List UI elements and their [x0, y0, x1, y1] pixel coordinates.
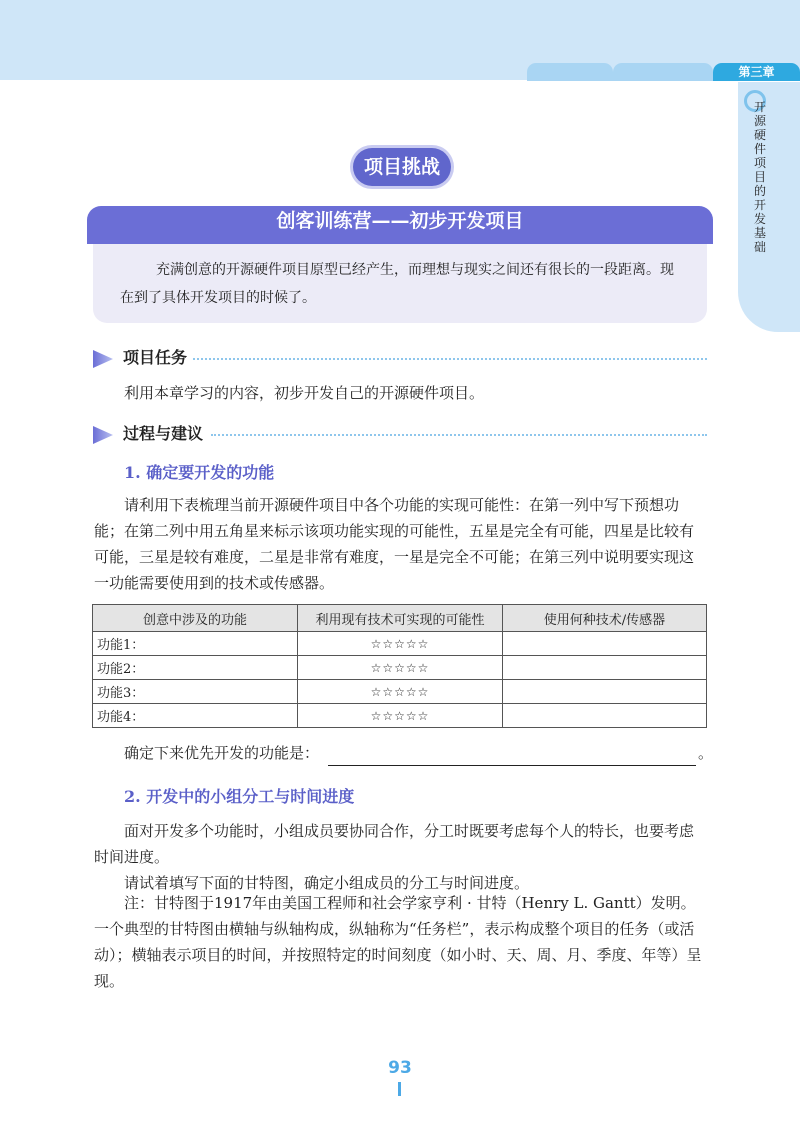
table-header: 使用何种技术/传感器 [503, 605, 707, 632]
priority-end: 。 [698, 744, 714, 762]
step2-paragraph: 请试着填写下面的甘特图，确定小组成员的分工与时间进度。 [124, 874, 530, 892]
priority-label: 确定下来优先开发的功能是： [124, 744, 320, 762]
section-title: 项目任务 [123, 346, 191, 370]
section-arrow-icon [93, 350, 113, 368]
chapter-tab-blank-2 [613, 63, 713, 81]
chapter-tab-current: 第三章 [713, 63, 800, 81]
step1-text: 请利用下表梳理当前开源硬件项目中各个功能的实现可能性：在第一列中写下预想功能；在第二列中用五角星来标示该项功能实现的可能性，五星是完全有可能，四星是比较有可能，三星是较有难度，二星是非常有难度，一星是完全不可能；在第三列中说明要实现这一功能需要使用到的技术或传感器。 [94, 496, 695, 592]
table-header: 利用现有技术可实现的可能性 [298, 605, 503, 632]
table-cell: 功能2： [93, 656, 298, 680]
table-row [93, 680, 707, 704]
feature-table [92, 604, 707, 728]
priority-input-line[interactable] [328, 765, 696, 766]
table-cell-input[interactable] [503, 656, 707, 680]
table-cell: 功能4： [93, 704, 298, 728]
rating-stars[interactable]: ☆☆☆☆☆ [298, 680, 503, 704]
camp-title: 创客训练营——初步开发项目 [276, 210, 524, 232]
page-number: 93 [388, 1058, 412, 1078]
section-divider [211, 434, 707, 436]
section-arrow-icon [93, 426, 113, 444]
chapter-tab-blank-1 [527, 63, 613, 81]
page-title: 项目挑战 [353, 148, 451, 186]
table-cell-input[interactable] [503, 704, 707, 728]
rating-stars[interactable]: ☆☆☆☆☆ [298, 632, 503, 656]
table-cell-input[interactable] [503, 680, 707, 704]
table-cell-input[interactable] [503, 632, 707, 656]
rating-stars[interactable]: ☆☆☆☆☆ [298, 704, 503, 728]
task-text: 利用本章学习的内容，初步开发自己的开源硬件项目。 [124, 384, 485, 402]
chapter-tabs [527, 63, 800, 81]
table-row [93, 704, 707, 728]
table-row [93, 656, 707, 680]
table-cell: 功能3： [93, 680, 298, 704]
rating-stars[interactable]: ☆☆☆☆☆ [298, 656, 503, 680]
side-chapter-tab [738, 82, 800, 332]
section-divider [193, 358, 707, 360]
section-title: 过程与建议 [123, 422, 207, 446]
side-chapter-title: 开源硬件项目的开发基础 [753, 100, 766, 254]
table-header: 创意中涉及的功能 [93, 605, 298, 632]
section-task [93, 346, 707, 370]
step1-title: 1. 确定要开发的功能 [124, 463, 275, 482]
step2-paragraph: 面对开发多个功能时，小组成员要协同合作，分工时既要考虑每个人的特长，也要考虑时间进度。 [94, 822, 695, 866]
table-cell: 功能1： [93, 632, 298, 656]
step2-note: 注：甘特图于1917年由美国工程师和社会学家亨利 · 甘特（Henry L. Gantt）发明。一个典型的甘特图由横轴与纵轴构成，纵轴称为“任务栏”，表示构成整个项目的任务（或活动）；横轴表示项目的时间，并按照特定的时间刻度（如小时、天、周、月、季度、年等）呈现。 [94, 894, 702, 990]
table-row [93, 632, 707, 656]
camp-text: 充满创意的开源硬件项目原型已经产生，而理想与现实之间还有很长的一段距离。现在到了具体开发项目的时候了。 [120, 262, 674, 306]
section-process [93, 422, 707, 446]
page-number-tick [398, 1082, 401, 1096]
step2-title: 2. 开发中的小组分工与时间进度 [124, 787, 355, 806]
